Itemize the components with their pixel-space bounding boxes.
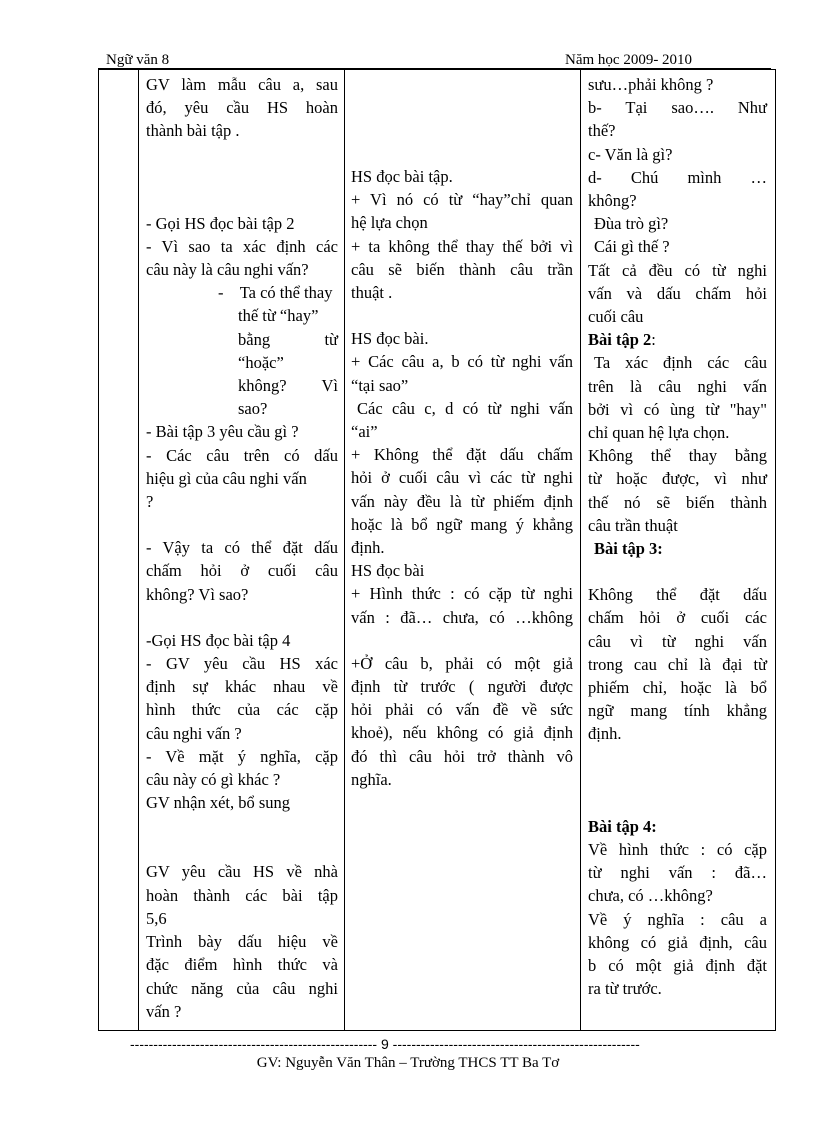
col1-line: GV làm mẫu câu a, sau [146, 75, 338, 94]
col3-line: c- Văn là gì? [588, 144, 673, 164]
col2-line: HS đọc bài tập. [351, 167, 453, 186]
col3-line: Về ý nghĩa : câu a [588, 909, 767, 929]
col1-line: - Vậy ta có thể đặt dấu [146, 538, 338, 558]
header-school-year: Năm học 2009- 2010 [565, 52, 693, 68]
col2-line: hệ lựa chọn [351, 213, 428, 233]
col1-line: - Bài tập 3 yêu cầu gì ? [146, 422, 299, 442]
margin-column [99, 70, 139, 1031]
col2-line: + Vì nó có từ “hay”chỉ quan [351, 190, 573, 210]
col1-line: GV yêu cầu HS về nhà [146, 862, 338, 882]
page-number: 9 [380, 1036, 389, 1052]
col1-line: - Vì sao ta xác định các [146, 236, 338, 256]
col2-line: HS đọc bài [351, 561, 425, 581]
col1-line: chức năng của câu nghi [146, 978, 338, 998]
board-notes-column [581, 70, 776, 1031]
lesson-table [98, 69, 776, 1031]
col3-line: cuối câu [588, 307, 644, 327]
col2-line: “tại sao” [351, 375, 409, 395]
col3-line: d- Chú mình … [588, 167, 767, 187]
col1-line: GV nhận xét, bổ sung [146, 793, 291, 813]
col2-line: khoẻ), nếu không có giả định [351, 723, 573, 743]
col3-line: từ nghi vấn : đã… [588, 863, 767, 883]
col3-line: sưu…phải không ? [588, 75, 714, 94]
col3-line: chấm hỏi ở cuối các [588, 608, 767, 628]
col1-line: không? Vì [238, 376, 338, 396]
col3-line: không có giả định, câu [588, 932, 767, 952]
col2-line: + Các câu a, b có từ nghi vấn [351, 352, 573, 372]
teacher-activity-column [139, 70, 345, 1031]
col3-line: vấn và dấu chấm hỏi [588, 283, 767, 303]
col1-line: ? [146, 492, 154, 512]
col2-line: vấn này đều là từ phiếm định [351, 491, 573, 511]
col1-line: Trình bày dấu hiệu về [146, 932, 338, 952]
col1-line: câu nghi vấn ? [146, 723, 242, 743]
col1-line: chấm hỏi ở cuối câu [146, 561, 338, 581]
col1-line: - Gọi HS đọc bài tập 2 [146, 213, 295, 233]
col3-line: trên là câu nghi vấn [588, 376, 767, 396]
col3-line: phiếm chỉ, hoặc là bổ [588, 678, 767, 698]
col2-line: câu sẽ biến thành câu trần [351, 259, 573, 279]
col1-line: - Ta có thể thay [218, 283, 333, 303]
col2-line: hỏi ở cuối câu vì các từ nghi [351, 468, 573, 488]
col1-line: đặc điểm hình thức và [146, 955, 338, 975]
col2-line: + Không thể đặt dấu chấm [351, 445, 573, 465]
footer-page-rule: ----------------------------------------------------- 9 ----------------------------------------------------- [130, 1036, 640, 1052]
col1-line: thế từ “hay” [238, 306, 319, 326]
col2-line: thuật . [351, 283, 393, 303]
col3-line: bởi vì có ùng từ "hay" [588, 399, 767, 419]
col3-line: thế nó sẽ biến thành [588, 492, 767, 512]
table-row [99, 70, 776, 1031]
col3-line: b- Tại sao…. Như [588, 98, 767, 118]
col3-line: định. [588, 724, 622, 744]
col3-line: Đùa trò gì? [594, 214, 669, 234]
col1-line: - Các câu trên có dấu [146, 445, 338, 465]
col1-line: hình thức của các cặp [146, 700, 338, 720]
col2-line: HS đọc bài. [351, 329, 429, 349]
exercise-2-heading: Bài tập 2: [588, 330, 656, 350]
col2-line: vấn : đã… chưa, có …không [351, 607, 573, 627]
col1-line: “hoặc” [238, 352, 284, 372]
col1-line: -Gọi HS đọc bài tập 4 [146, 630, 291, 650]
col2-line: định từ trước ( người được [351, 677, 573, 697]
col3-line: chỉ quan hệ lựa chọn. [588, 423, 730, 443]
col3-line: câu trần thuật [588, 515, 678, 535]
student-activity-column [345, 70, 581, 1031]
col1-line: bằng từ [238, 329, 338, 349]
col3-line: Không thể thay bằng [588, 446, 767, 466]
col3-line: ra từ trước. [588, 979, 662, 999]
header-subject: Ngữ văn 8 [106, 52, 170, 68]
exercise-4-heading: Bài tập 4: [588, 816, 657, 836]
col1-line: câu này có gì khác ? [146, 770, 281, 790]
col1-line: 5,6 [146, 908, 167, 928]
col2-line: nghĩa. [351, 769, 392, 789]
col3-line: Về hình thức : có cặp [588, 839, 767, 859]
col1-line: vấn ? [146, 1001, 182, 1021]
col3-line: b có một giả định đặt [588, 955, 767, 975]
col2-line: +Ở câu b, phải có một giả [351, 653, 573, 673]
col1-line: - GV yêu cầu HS xác [146, 654, 338, 674]
col3-line: Tất cả đều có từ nghi [588, 260, 767, 280]
col1-line: câu này là câu nghi vấn? [146, 260, 309, 280]
col3-line: câu vì từ nghi vấn [588, 631, 767, 651]
col3-line: ngữ mang tính khẳng [588, 701, 767, 721]
col3-line: Cái gì thế ? [594, 237, 670, 257]
col1-line: định sự khác nhau về [146, 677, 338, 697]
col2-line: hỏi phải có vấn đề về sức [351, 700, 573, 720]
col3-line: không? [588, 191, 637, 211]
col1-line: thành bài tập . [146, 121, 240, 141]
col3-line: từ hoặc được, vì như [588, 469, 767, 489]
col2-line: hoặc là bổ ngữ mang ý khẳng [351, 514, 573, 534]
col2-line: Các câu c, d có từ nghi vấn [357, 398, 573, 418]
col2-line: + Hình thức : có cặp từ nghi [351, 584, 573, 604]
col1-line: hoàn thành các bài tập [146, 885, 338, 905]
exercise-3-heading: Bài tập 3: [594, 539, 663, 559]
col1-line: hiệu gì của câu nghi vấn [146, 468, 307, 488]
col3-line: Ta xác định các câu [594, 353, 767, 373]
footer-author: GV: Nguyễn Văn Thân – Trường THCS TT Ba Tơ [256, 1055, 560, 1071]
col3-line: thế? [588, 121, 616, 141]
col3-line: trong cau chỉ là đại từ [588, 654, 767, 674]
col1-line: - Về mặt ý nghĩa, cặp [146, 746, 338, 766]
col2-line: “ai” [351, 422, 378, 442]
col1-line: không? Vì sao? [146, 584, 249, 604]
col3-line: chưa, có …không? [588, 886, 713, 906]
col2-line: đó thì câu hỏi trở thành vô [351, 746, 573, 766]
col2-line: định. [351, 538, 385, 558]
col1-line: đó, yêu cầu HS hoàn [146, 98, 338, 118]
col1-line: sao? [238, 399, 268, 419]
col3-line: Không thể đặt dấu [588, 585, 767, 605]
col2-line: + ta không thể thay thế bởi vì [351, 236, 573, 256]
